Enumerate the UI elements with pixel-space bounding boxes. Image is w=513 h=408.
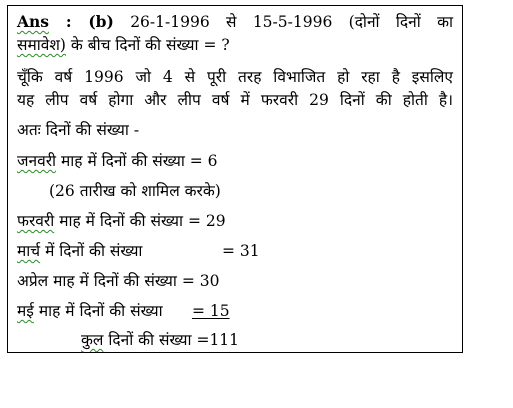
- january-count: माह में दिनों की संख्या = 6: [56, 152, 218, 170]
- reason-line-2: यह लीप वर्ष होगा और लीप वर्ष में फरवरी 29 दिनों की होती है।: [17, 91, 453, 109]
- may-label: माह में दिनों की संख्या: [33, 302, 168, 320]
- question-line-1: [17, 11, 453, 33]
- question-text-2-word: समावेश): [17, 36, 66, 54]
- hence-line: अतः दिनों की संख्या -: [17, 121, 140, 139]
- answer-box: [7, 5, 463, 353]
- question-line-2: [17, 34, 230, 56]
- total-line: [81, 329, 239, 351]
- january-line: [17, 150, 218, 172]
- march-line: [17, 240, 142, 262]
- march-word: मार्च: [17, 242, 41, 260]
- april-line: अप्रेल माह में दिनों की संख्या = 30: [17, 272, 220, 290]
- option-label: (b): [88, 12, 114, 31]
- january-note: (26 तारीख को शामिल करके): [49, 182, 221, 200]
- may-word: मई: [17, 302, 34, 320]
- february-count: माह में दिनों की संख्या = 29: [54, 212, 226, 230]
- total-word: कुल: [81, 331, 104, 349]
- january-word: जनवरी: [17, 152, 57, 170]
- march-count: = 31: [222, 242, 260, 260]
- february-word: फरवरी: [17, 212, 55, 230]
- ans-label: Ans: [17, 12, 50, 31]
- ans-colon: :: [49, 12, 89, 31]
- reason-line-1: चूँकि वर्ष 1996 जो 4 से पूरी तरह विभाजित हो रहा है इसलिए: [17, 68, 453, 86]
- question-text-2: के बीच दिनों की संख्या = ?: [65, 36, 230, 54]
- march-label: में दिनों की संख्या: [40, 242, 143, 260]
- question-text-1: 26-1-1996 से 15-5-1996 (दोनों दिनों का: [130, 13, 453, 31]
- may-count: = 15: [191, 302, 230, 320]
- may-line: [17, 300, 230, 322]
- february-line: [17, 210, 226, 232]
- total-count: दिनों की संख्या =111: [103, 331, 240, 349]
